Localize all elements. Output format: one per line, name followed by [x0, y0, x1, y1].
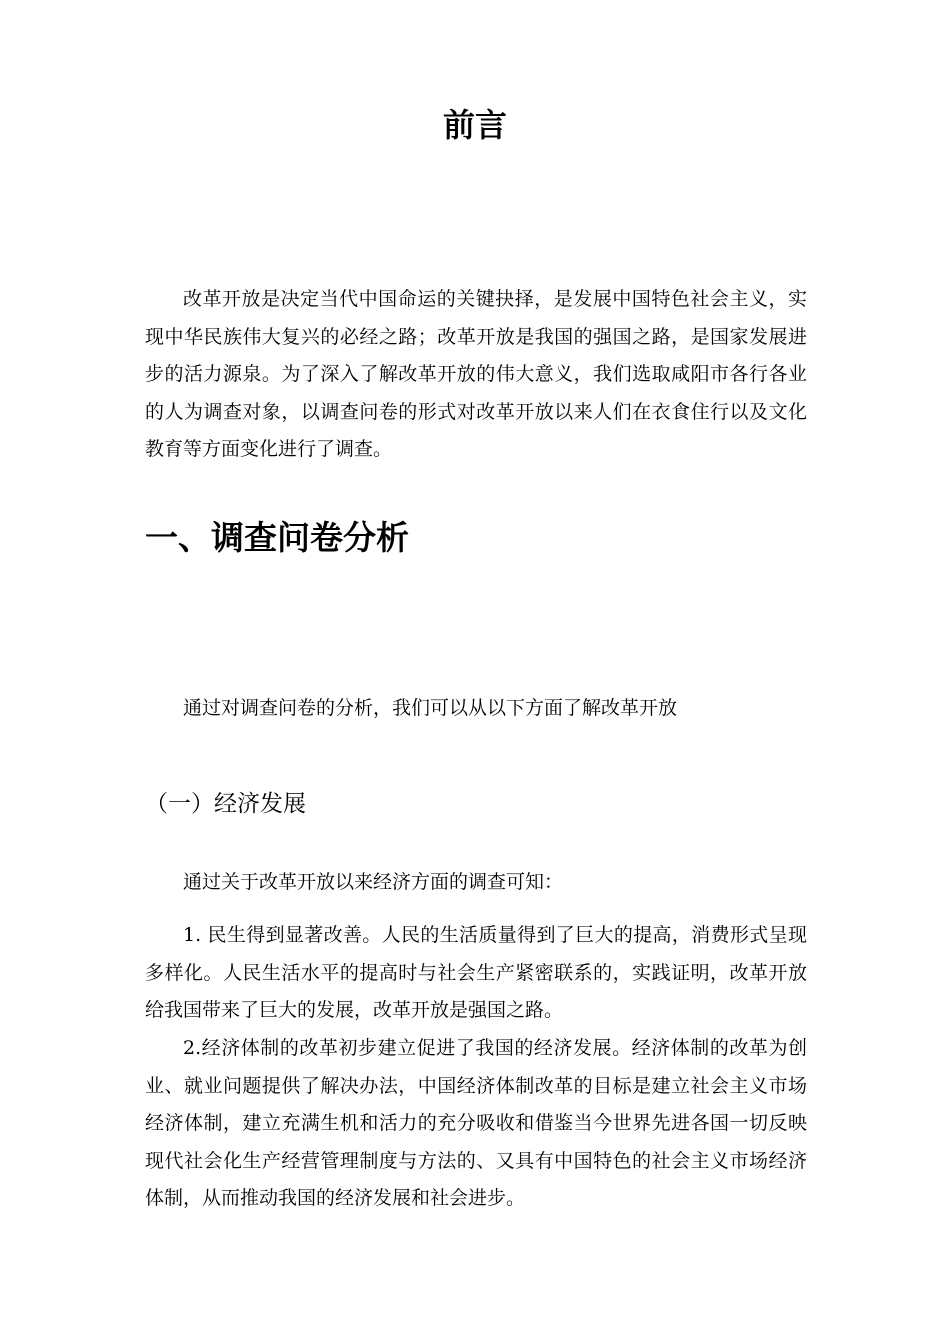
intro-paragraph: 改革开放是决定当代中国命运的关键抉择，是发展中国特色社会主义，实现中华民族伟大复兴的必经之路；改革开放是我国的强国之路，是国家发展进步的活力源泉。为了深入了解改革开放的伟大意义，我们选取咸阳市各行各业的人为调查对象，以调查问卷的形式对改革开放以来人们在衣食住行以及文化教育等方面变化进行了调查。: [145, 288, 807, 460]
subsection-lead-paragraph: 通过关于改革开放以来经济方面的调查可知：: [183, 871, 564, 893]
page-title: 前言: [442, 106, 507, 144]
list-item: 2.经济体制的改革初步建立促进了我国的经济发展。经济体制的改革为创业、就业问题提供了解决办法，中国经济体制改革的目标是建立社会主义市场经济体制，建立充满生机和活力的充分吸收和借鉴当今世界先进各国一切反映现代社会化生产经营管理制度与方法的、又具有中国特色的社会主义市场经济体制，从而推动我国的经济发展和社会进步。: [145, 1037, 807, 1209]
section-lead-paragraph: 通过对调查问卷的分析，我们可以从以下方面了解改革开放: [183, 697, 678, 719]
list-item: 1. 民生得到显著改善。人民的生活质量得到了巨大的提高，消费形式呈现多样化。人民生活水平的提高时与社会生产紧密联系的，实践证明，改革开放给我国带来了巨大的发展，改革开放是强国之路。: [145, 924, 807, 1021]
section-heading-survey-analysis: 一、调查问卷分析: [145, 518, 409, 557]
subsection-heading-economic-development: （一）经济发展: [145, 791, 306, 817]
